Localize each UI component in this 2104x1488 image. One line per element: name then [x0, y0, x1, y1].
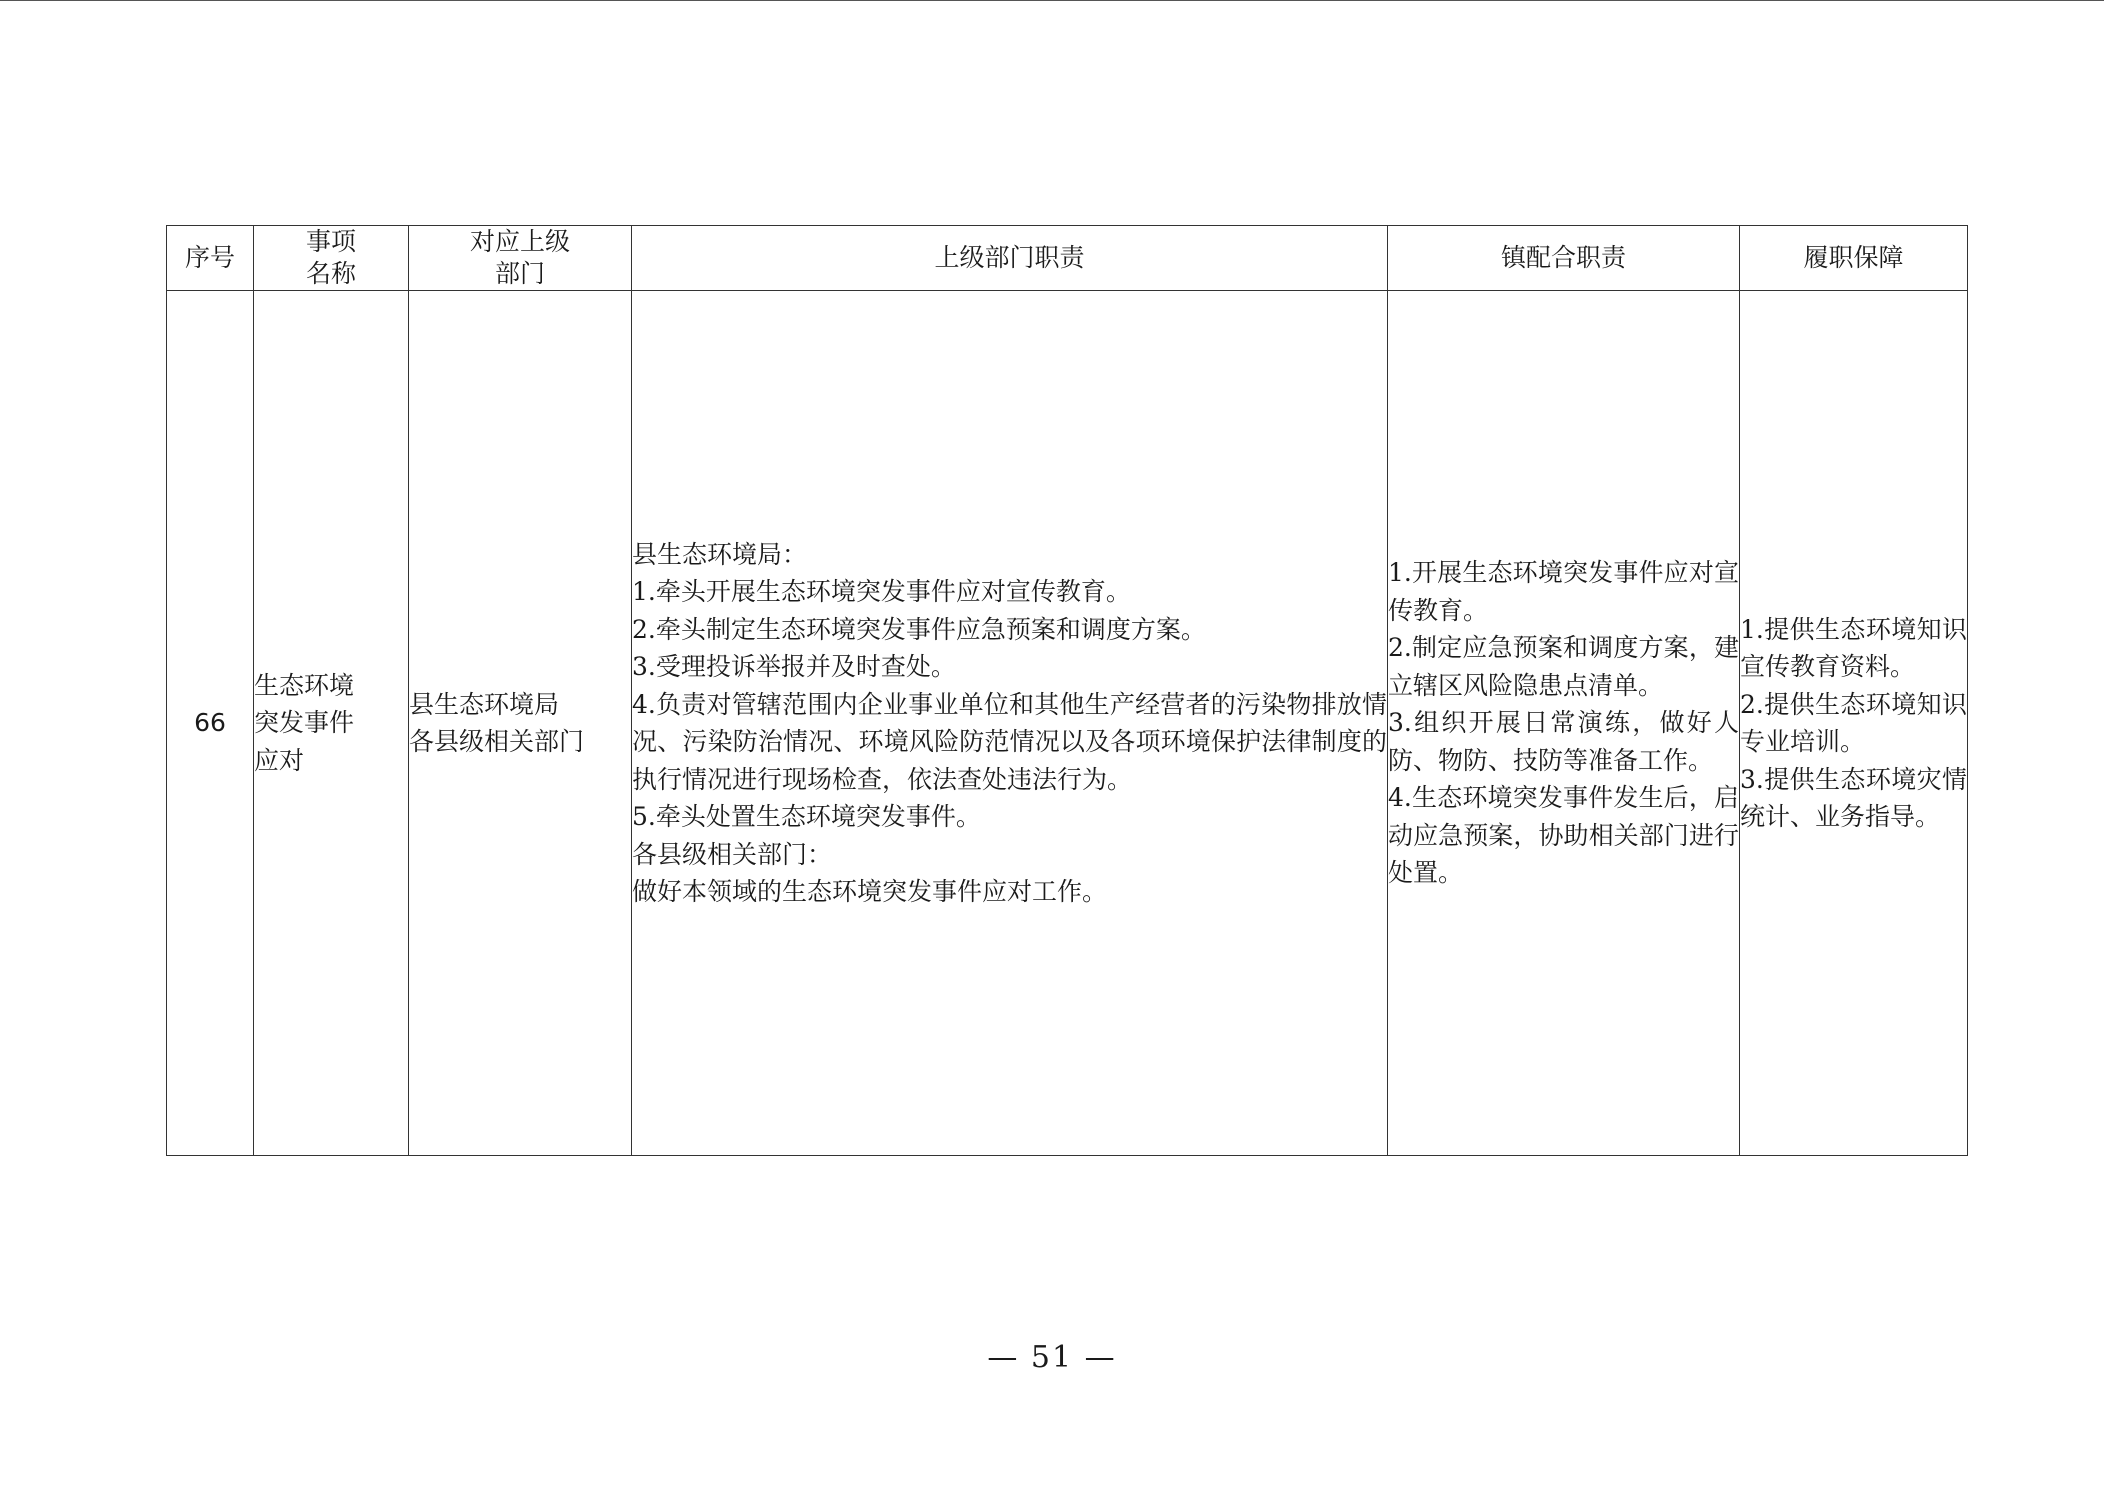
- header-no: 序号: [167, 226, 254, 291]
- header-guarantee: 履职保障: [1740, 226, 1968, 291]
- cell-superior-dept: [409, 291, 632, 1156]
- header-item-name: 事项 名称: [254, 226, 409, 291]
- guarantee-line: 2.提供生态环境知识专业培训。: [1740, 689, 1967, 756]
- duty-line: 5.牵头处置生态环境突发事件。: [632, 802, 981, 831]
- cell-superior-duty: [632, 291, 1388, 1156]
- dept-line: 各县级相关部门: [409, 727, 585, 756]
- duty-line: 1.牵头开展生态环境突发事件应对宣传教育。: [632, 577, 1131, 606]
- coop-line: 4.生态环境突发事件发生后，启动应急预案，协助相关部门进行处置。: [1388, 783, 1739, 888]
- duty-line: 2.牵头制定生态环境突发事件应急预案和调度方案。: [632, 614, 1206, 644]
- header-town-coop-duty: 镇配合职责: [1388, 226, 1740, 291]
- header-superior-dept: 对应上级 部门: [409, 226, 632, 291]
- header-row: [167, 226, 1968, 291]
- page-number: — 51 —: [987, 1340, 1117, 1375]
- item-name-line: 生态环境: [254, 670, 355, 700]
- top-border-line: [0, 0, 2104, 1]
- guarantee-line: 1.提供生态环境知识宣传教育资料。: [1740, 614, 1967, 681]
- coop-line: 1.开展生态环境突发事件应对宣传教育。: [1388, 558, 1739, 625]
- duty-line: 做好本领域的生态环境突发事件应对工作。: [632, 877, 1108, 906]
- header-superior-duty: 上级部门职责: [632, 226, 1388, 291]
- duty-table: [166, 225, 1968, 1156]
- duty-line: 3.受理投诉举报并及时查处。: [632, 652, 956, 681]
- duty-line: 4.负责对管辖范围内企业事业单位和其他生产经营者的污染物排放情况、污染防治情况、环境风险防范情况以及各项环境保护法律制度的执行情况进行现场检查，依法查处违法行为。: [632, 689, 1387, 794]
- table-row: [167, 291, 1968, 1156]
- dept-line: 县生态环境局: [409, 689, 560, 719]
- coop-line: 3.组织开展日常演练，做好人防、物防、技防等准备工作。: [1388, 708, 1739, 775]
- coop-line: 2.制定应急预案和调度方案，建立辖区风险隐患点清单。: [1388, 633, 1739, 700]
- cell-town-coop-duty: [1388, 291, 1740, 1156]
- guarantee-line: 3.提供生态环境灾情统计、业务指导。: [1740, 764, 1967, 831]
- item-name-line: 突发事件: [254, 708, 355, 738]
- cell-guarantee: [1740, 291, 1968, 1156]
- cell-item-name: [254, 291, 409, 1156]
- item-name-line: 应对: [254, 745, 305, 775]
- cell-no: 66: [167, 291, 254, 1156]
- duty-line: 县生态环境局：: [632, 539, 808, 569]
- duty-line: 各县级相关部门：: [632, 839, 833, 869]
- table-header: [167, 226, 1968, 291]
